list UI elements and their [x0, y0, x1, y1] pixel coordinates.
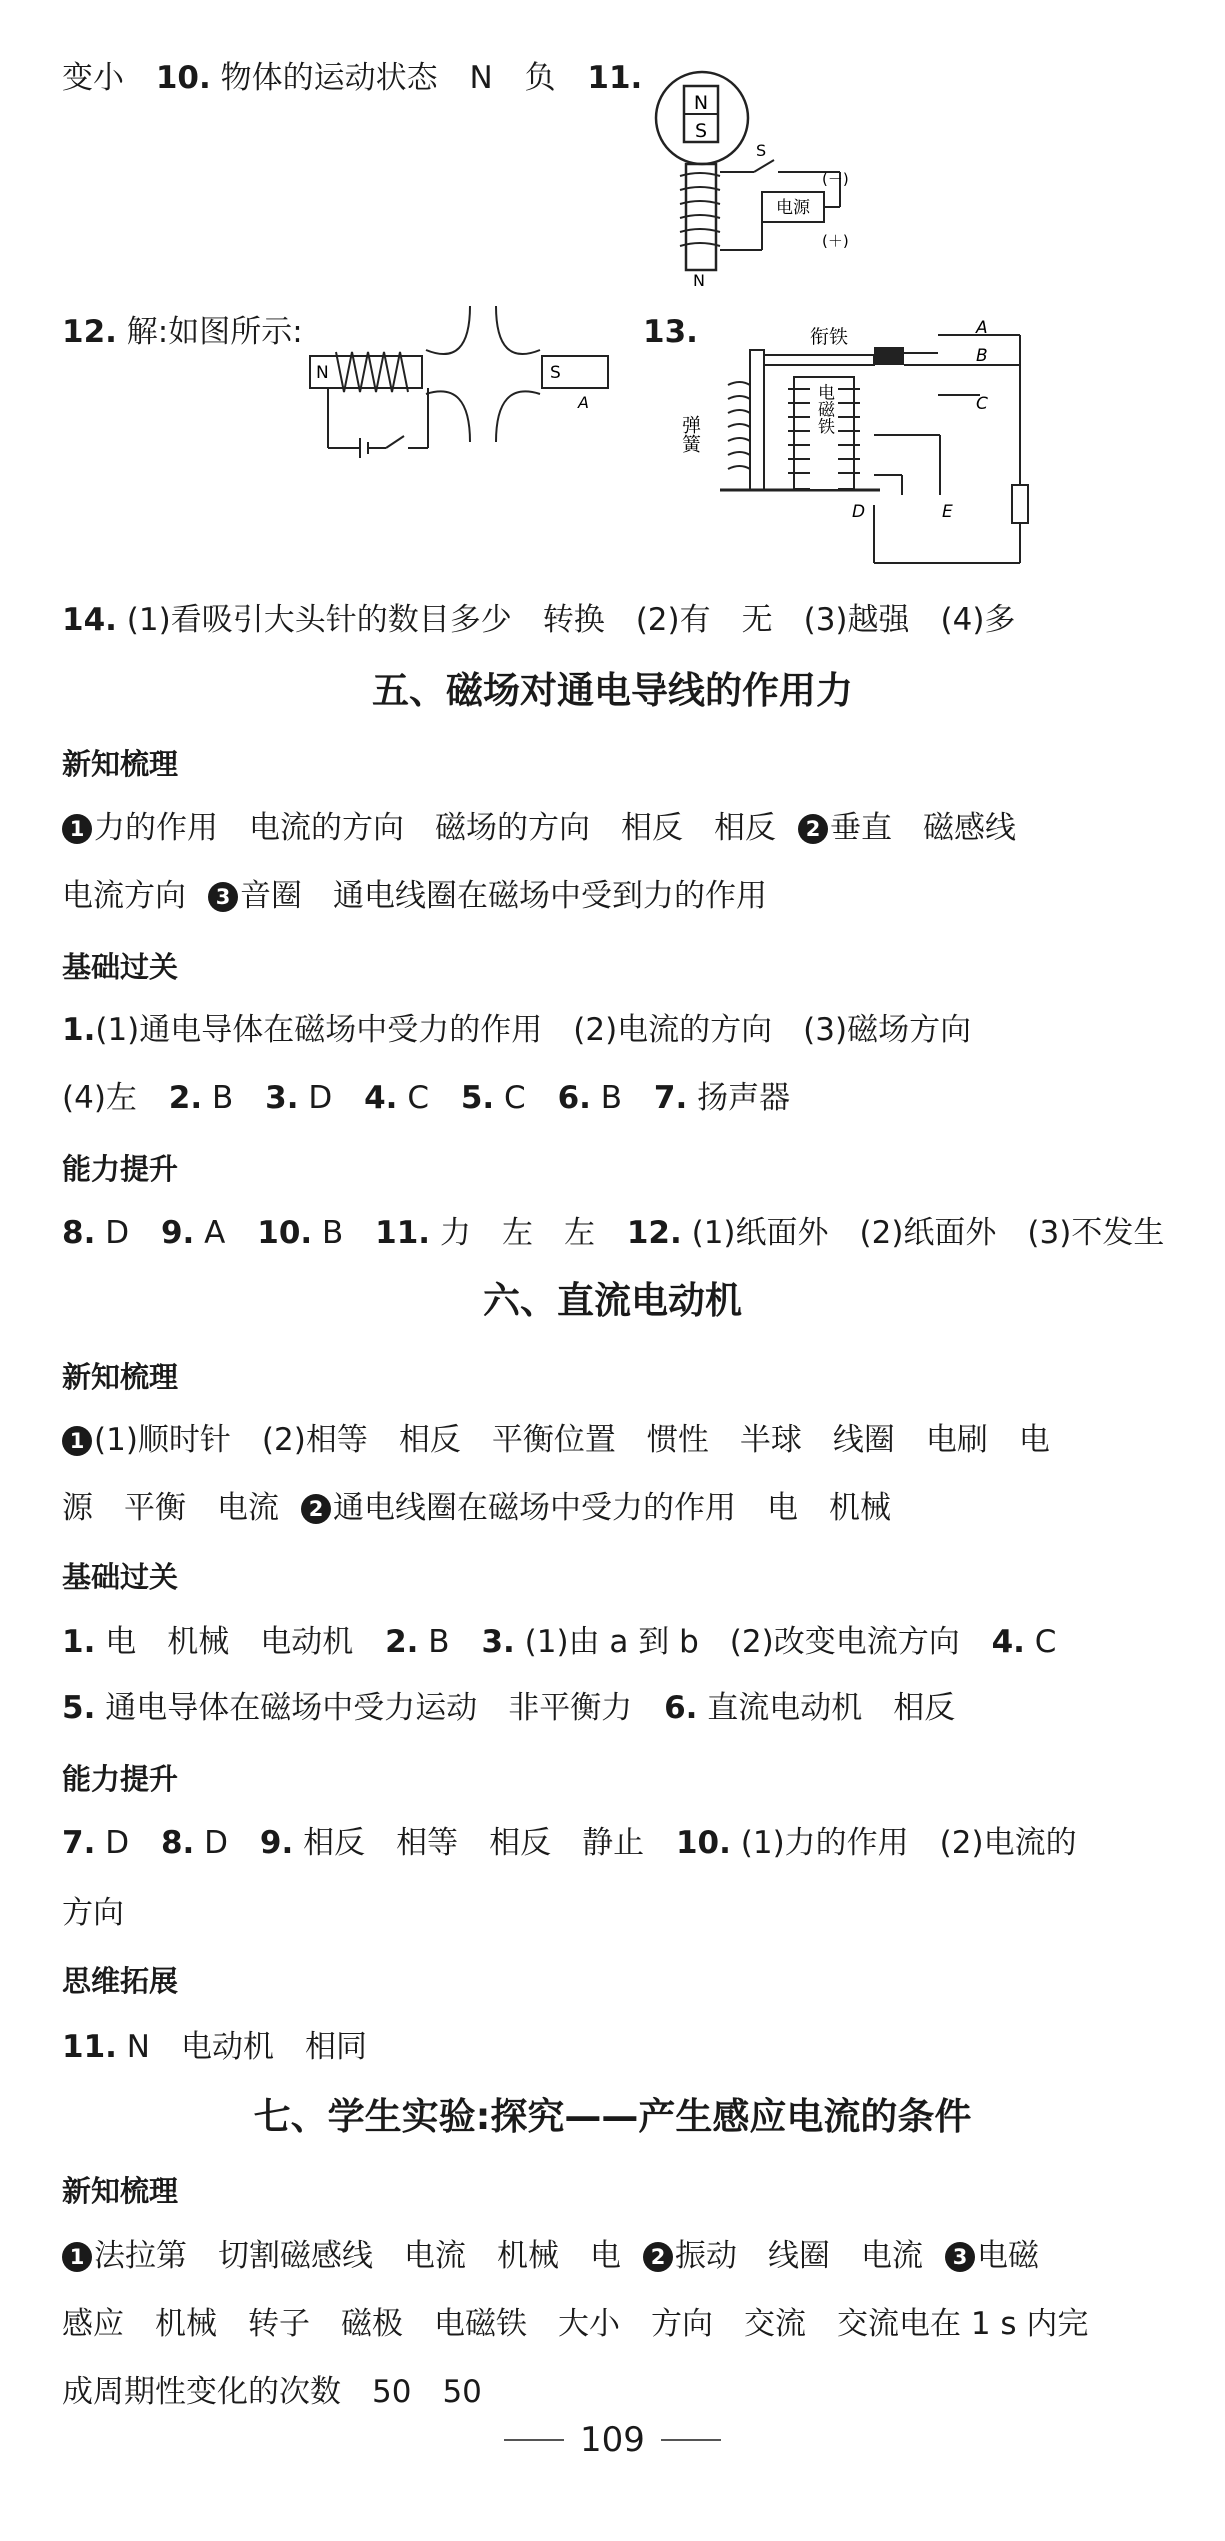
answer-text: 扬声器 [697, 1080, 791, 1116]
answer-line [62, 1010, 971, 1050]
question-number: 8. [62, 1215, 96, 1251]
answer-text: 垂直 磁感线 [830, 810, 1016, 846]
answer-text: (1)通电导体在磁场中受力的作用 (2)电流的方向 (3)磁场方向 [95, 1012, 972, 1048]
question-number: 14. [62, 602, 117, 638]
answer-line-12 [62, 312, 303, 352]
answer-text: 振动 线圈 电流 [675, 2238, 923, 2274]
question-number: 1. [62, 1624, 96, 1660]
answer-text: 力 左 左 [439, 1215, 595, 1251]
answer-line [62, 1688, 955, 1728]
page-number-text: 109 [580, 2420, 645, 2460]
answer-text: (1)顺时针 (2)相等 相反 平衡位置 惯性 半球 线圈 电刷 电 [94, 1422, 1050, 1458]
answer-text: C [504, 1080, 526, 1116]
question-number: 8. [160, 1825, 195, 1861]
answer-text: (1)看吸引大头针的数目多少 转换 (2)有 无 (3)越强 (4)多 [126, 602, 1016, 638]
circled-number: 1 [62, 1426, 92, 1456]
subheading: 基础过关 [62, 1560, 179, 1594]
answer-text: B [600, 1080, 623, 1116]
electromagnet-label: 电磁铁 [814, 383, 834, 435]
answer-line [62, 2304, 1088, 2344]
answer-text: C [1034, 1624, 1057, 1660]
answer-line [62, 2027, 367, 2067]
magnet-s-label: S [694, 120, 708, 142]
circled-number: 1 [62, 814, 92, 844]
answer-text: D [204, 1825, 229, 1861]
answer-text: D [308, 1080, 333, 1116]
question-number: 4. [991, 1624, 1025, 1660]
answer-text: B [212, 1080, 234, 1116]
terminal-e-label: E [942, 502, 953, 522]
question-number: 7. [653, 1080, 688, 1116]
divider [504, 2439, 564, 2441]
answer-text: B [322, 1215, 344, 1251]
question-number: 10. [155, 60, 211, 96]
answer-text: 感应 机械 转子 磁极 电磁铁 大小 方向 交流 交流电在 1 s 内完 [62, 2306, 1089, 2342]
power-source-label: 电源 [776, 198, 810, 218]
answer-text: 解:如图所示: [126, 314, 303, 350]
answer-text: C [407, 1080, 429, 1116]
point-a-label: A [578, 393, 589, 412]
answer-text: 电磁 [977, 2238, 1039, 2274]
magnet-n-label: N [693, 92, 709, 114]
answer-text: 法拉第 切割磁感线 电流 机械 电 [94, 2238, 621, 2274]
answer-line [62, 1078, 790, 1118]
question-number: 6. [557, 1080, 591, 1116]
answer-line [62, 808, 1016, 848]
section-title-6: 六、直流电动机 [483, 1279, 742, 1322]
question-number: 10. [675, 1825, 731, 1861]
question-number: 11. [62, 2029, 117, 2065]
question-number: 3. [481, 1624, 515, 1660]
answer-text: (1)力的作用 (2)电流的 [740, 1825, 1077, 1861]
answer-line [62, 1622, 1056, 1662]
circled-number: 2 [301, 1494, 331, 1524]
question-number: 6. [664, 1690, 698, 1726]
answer-text: (1)由 a 到 b (2)改变电流方向 [524, 1624, 960, 1660]
answer-text: 力的作用 电流的方向 磁场的方向 相反 相反 [94, 810, 776, 846]
circled-number: 3 [945, 2242, 975, 2272]
subheading: 新知梳理 [62, 747, 179, 781]
answer-text: 方向 [62, 1895, 124, 1931]
answer-text: 电 机械 电动机 [105, 1624, 354, 1660]
s-pole-label: S [550, 363, 561, 383]
question-number: 2. [385, 1624, 419, 1660]
circled-number: 2 [798, 814, 828, 844]
answer-text: (1)纸面外 (2)纸面外 (3)不发生 [691, 1215, 1165, 1251]
answer-text: N 电动机 相同 [126, 2029, 367, 2065]
question-number: 7. [62, 1825, 96, 1861]
answer-text: 成周期性变化的次数 50 50 [62, 2374, 482, 2410]
question-number: 12. [62, 314, 117, 350]
question-number: 5. [460, 1080, 495, 1116]
answer-line-14 [62, 600, 1015, 640]
answer-text: 变小 [62, 60, 124, 96]
terminal-a-label: A [976, 318, 988, 338]
n-pole-label: N [316, 363, 329, 383]
answer-text: B [428, 1624, 450, 1660]
terminal-d-label: D [852, 502, 866, 522]
minus-label: (－) [822, 170, 849, 188]
spring-label: 弹簧 [679, 415, 701, 453]
answer-line [62, 1420, 1050, 1460]
circled-number: 2 [643, 2242, 673, 2272]
subheading: 新知梳理 [62, 1360, 179, 1394]
answer-text: A [204, 1215, 226, 1251]
divider [661, 2439, 721, 2441]
question-number: 1. [62, 1012, 96, 1048]
answer-line [62, 876, 767, 916]
question-number: 11. [375, 1215, 431, 1251]
question-number: 13. [643, 314, 698, 350]
answer-line [62, 2236, 1039, 2276]
answer-text: 通电导体在磁场中受力运动 非平衡力 [105, 1690, 633, 1726]
answer-line [62, 1893, 124, 1933]
answer-text: 通电线圈在磁场中受力的作用 电 机械 [333, 1490, 891, 1526]
section-title-7: 七、学生实验:探究——产生感应电流的条件 [253, 2095, 972, 2138]
page-number [0, 2420, 1225, 2460]
question-number: 5. [62, 1690, 96, 1726]
switch-label: S [756, 141, 767, 160]
question-number: 10. [257, 1215, 313, 1251]
answer-text: 源 平衡 电流 [62, 1490, 279, 1526]
subheading: 能力提升 [62, 1152, 179, 1186]
answer-text: 相反 相等 相反 静止 [303, 1825, 645, 1861]
question-number: 3. [265, 1080, 299, 1116]
answer-line-top [62, 58, 642, 98]
answer-text: 负 [524, 60, 556, 96]
subheading: 基础过关 [62, 950, 179, 984]
answer-text: D [105, 1215, 130, 1251]
answer-text: 音圈 通电线圈在磁场中受到力的作用 [240, 878, 767, 914]
question-number: 9. [259, 1825, 294, 1861]
circled-number: 3 [208, 882, 238, 912]
answer-line [62, 1488, 891, 1528]
terminal-c-label: C [976, 394, 988, 414]
answer-text: D [105, 1825, 130, 1861]
answer-text: N [469, 60, 493, 96]
answer-line [62, 1213, 1164, 1253]
question-number: 2. [168, 1080, 203, 1116]
question-number: 12. [626, 1215, 682, 1251]
coil-n-label: N [693, 271, 705, 290]
plus-label: (＋) [822, 232, 849, 250]
section-title-5: 五、磁场对通电导线的作用力 [372, 669, 853, 712]
question-number: 9. [160, 1215, 195, 1251]
answer-text: 直流电动机 相反 [707, 1690, 956, 1726]
figure-12-magnetic-field [300, 300, 620, 460]
armature-label: 衔铁 [810, 326, 849, 348]
terminal-b-label: B [976, 346, 988, 366]
figure-13-relay [679, 305, 1030, 580]
answer-line [62, 2372, 482, 2412]
figure-11-electromagnet [650, 68, 870, 288]
circled-number: 1 [62, 2242, 92, 2272]
answer-line [62, 1823, 1077, 1863]
answer-text: 物体的运动状态 [220, 60, 438, 96]
subheading: 新知梳理 [62, 2174, 179, 2208]
question-number: 4. [364, 1080, 398, 1116]
subheading: 思维拓展 [62, 1964, 179, 1998]
question-number: 11. [587, 60, 643, 96]
subheading: 能力提升 [62, 1762, 179, 1796]
answer-text: (4)左 [62, 1080, 137, 1116]
answer-text: 电流方向 [62, 878, 186, 914]
